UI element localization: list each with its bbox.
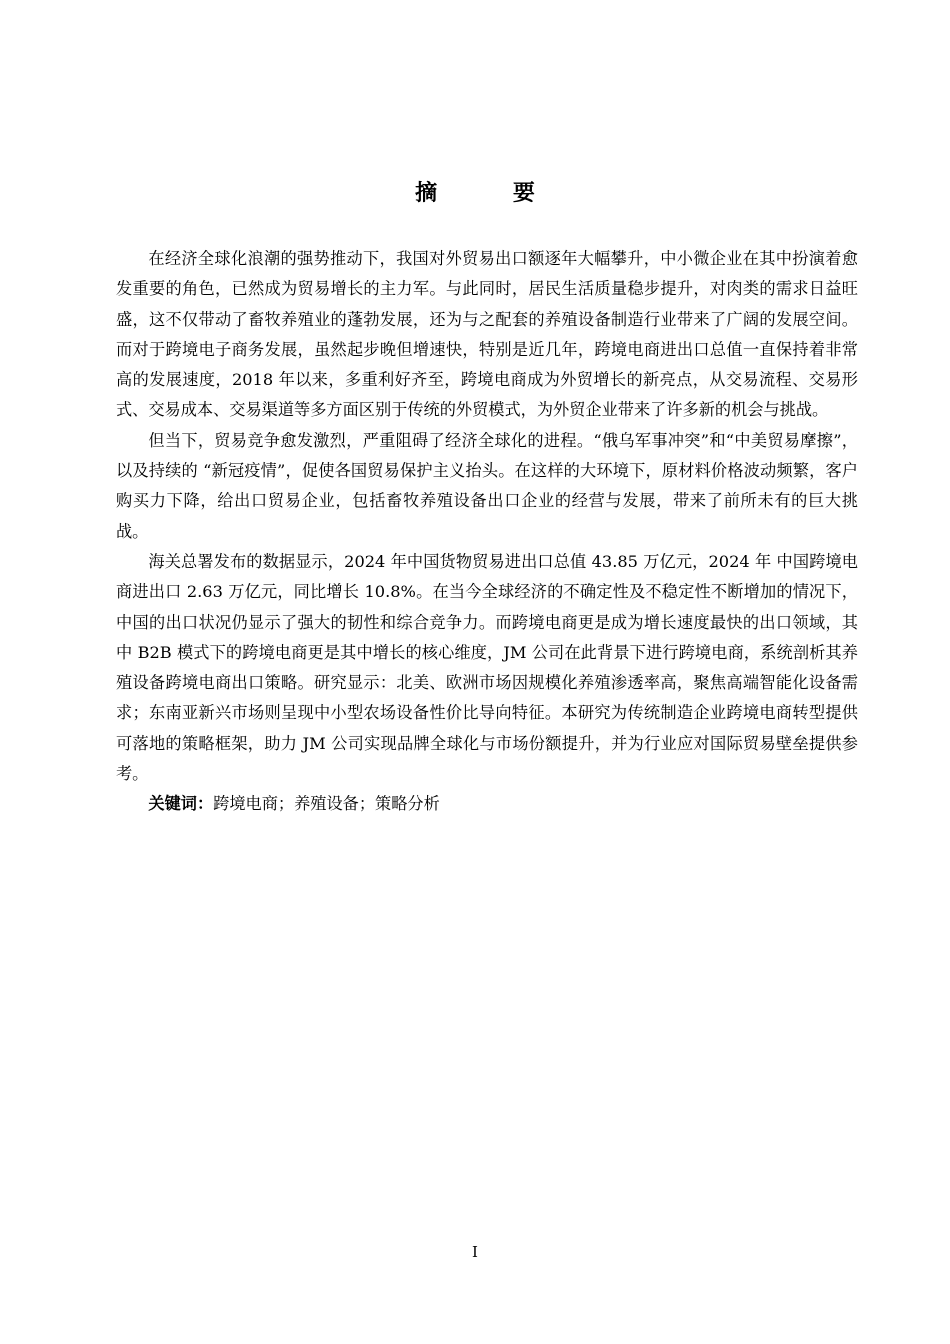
abstract-body <box>116 244 858 820</box>
page-title: 摘 要 <box>415 181 569 206</box>
abstract-paragraph: 海关总署发布的数据显示，2024 年中国货物贸易进出口总值 43.85 万亿元，2024 年 中国跨境电商进出口 2.63 万亿元，同比增长 10.8%。在当今全球经济的不确定性及不稳定性不断增加的情况下，中国的出口状况仍显示了强大的韧性和综合竞争力。而跨境电商更是成为增长速度最快的出口领域，其中 B2B 模式下的跨境电商更是其中增长的核心维度，JM 公司在此背景下进行跨境电商，系统剖析其养殖设备跨境电商出口策略。研究显示：北美、欧洲市场因规模化养殖渗透率高，聚焦高端智能化设备需求；东南亚新兴市场则呈现中小型农场设备性价比导向特征。本研究为传统制造企业跨境电商转型提供可落地的策略框架，助力 JM 公司实现品牌全球化与市场份额提升，并为行业应对国际贸易壁垒提供参考。 <box>116 551 858 784</box>
abstract-paragraph: 在经济全球化浪潮的强势推动下，我国对外贸易出口额逐年大幅攀升，中小微企业在其中扮演着愈发重要的角色，已然成为贸易增长的主力军。与此同时，居民生活质量稳步提升，对肉类的需求日益旺盛，这不仅带动了畜牧养殖业的蓬勃发展，还为与之配套的养殖设备制造行业带来了广阔的发展空间。而对于跨境电子商务发展，虽然起步晚但增速快，特别是近几年，跨境电商进出口总值一直保持着非常高的发展速度，2018 年以来，多重利好齐至，跨境电商成为外贸增长的新亮点，从交易流程、交易形式、交易成本、交易渠道等多方面区别于传统的外贸模式，为外贸企业带来了许多新的机会与挑战。 <box>116 249 858 420</box>
keywords-line <box>116 789 858 819</box>
abstract-paragraph: 但当下，贸易竞争愈发激烈，严重阻碍了经济全球化的进程。“俄乌军事冲突”和“中美贸易摩擦”，以及持续的 “新冠疫情”，促使各国贸易保护主义抬头。在这样的大环境下，原材料价格波动频繁，客户购买力下降，给出口贸易企业，包括畜牧养殖设备出口企业的经营与发展，带来了前所未有的巨大挑战。 <box>116 430 858 541</box>
page-number: I <box>472 1243 478 1261</box>
keywords-label: 关键词： <box>148 794 214 814</box>
keywords-text: 跨境电商；养殖设备；策略分析 <box>213 794 440 814</box>
